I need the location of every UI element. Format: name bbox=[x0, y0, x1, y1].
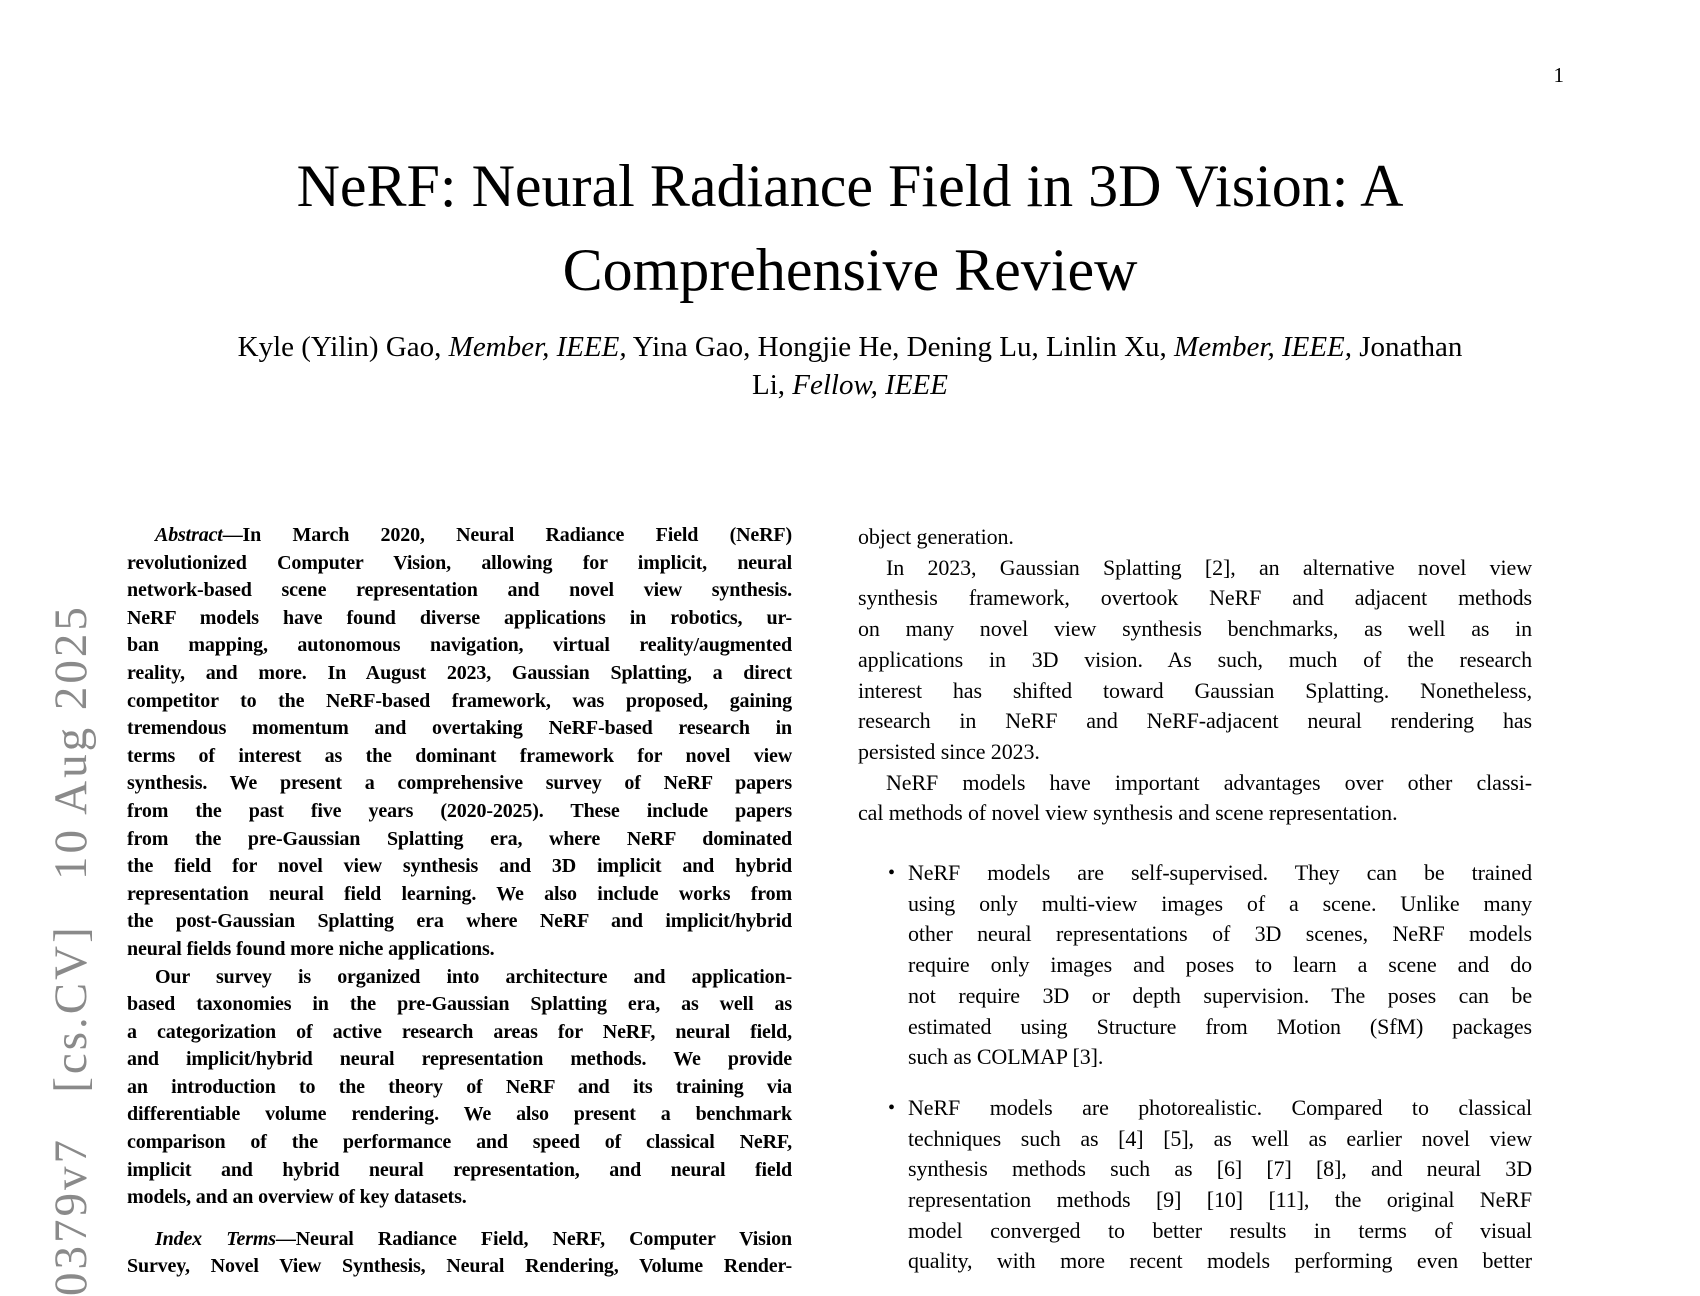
text-line: differentiable volume rendering. We also present a benchmark bbox=[127, 1103, 792, 1126]
text-line: such as COLMAP [3]. bbox=[908, 1044, 1104, 1070]
text-line: representation neural field learning. We also include works from bbox=[127, 882, 792, 905]
text-line: estimated using Structure from Motion (SfM) packages bbox=[908, 1013, 1532, 1039]
member-grade-label: Member, IEEE, bbox=[1174, 331, 1353, 363]
author-text-line bbox=[0, 366, 1700, 404]
text-line: research in NeRF and NeRF-adjacent neural rendering has bbox=[858, 708, 1532, 734]
text-line: interest has shifted toward Gaussian Splatting. Nonetheless, bbox=[858, 677, 1532, 703]
author-name: Yina Gao, Hongjie He, Dening Lu, Linlin Xu, bbox=[626, 331, 1175, 363]
text-line: using only multi-view images of a scene. Unlike many bbox=[908, 890, 1532, 916]
text-line: cal methods of novel view synthesis and scene representation. bbox=[858, 800, 1398, 826]
text-line: techniques such as [4] [5], as well as earlier novel view bbox=[908, 1125, 1532, 1151]
text-line: other neural representations of 3D scenes, NeRF models bbox=[908, 921, 1532, 947]
text-line: NeRF models are self-supervised. They can be trained bbox=[908, 860, 1532, 886]
text-line: object generation. bbox=[858, 524, 1014, 549]
text-line: an introduction to the theory of NeRF and its training via bbox=[127, 1075, 792, 1098]
text-line: terms of interest as the dominant framework for novel view bbox=[127, 744, 792, 767]
author-name: Jonathan bbox=[1352, 331, 1463, 363]
text-line: not require 3D or depth supervision. The poses can be bbox=[908, 982, 1532, 1008]
text-line: models, and an overview of key datasets. bbox=[127, 1186, 467, 1209]
text-line: model converged to better results in terms of visual bbox=[908, 1217, 1532, 1243]
text-line: NeRF models are photorealistic. Compared to classical bbox=[908, 1094, 1532, 1120]
text-line: synthesis framework, overtook NeRF and adjacent methods bbox=[858, 585, 1532, 611]
text-line: network-based scene representation and novel view synthesis. bbox=[127, 579, 792, 602]
text-line: implicit and hybrid neural representation, and neural field bbox=[127, 1158, 792, 1181]
text-line: synthesis. We present a comprehensive survey of NeRF papers bbox=[127, 772, 792, 795]
bullet-icon: • bbox=[888, 862, 895, 885]
text-line: reality, and more. In August 2023, Gaussian Splatting, a direct bbox=[127, 661, 792, 684]
author-line bbox=[0, 328, 1700, 404]
text-line: Survey, Novel View Synthesis, Neural Rendering, Volume Render- bbox=[127, 1255, 792, 1278]
page-number: 1 bbox=[1553, 63, 1564, 87]
text-line: synthesis methods such as [6] [7] [8], and neural 3D bbox=[908, 1156, 1532, 1182]
lead-in-label: Index Terms bbox=[155, 1227, 276, 1250]
author-text-line bbox=[0, 328, 1700, 366]
paragraph bbox=[127, 964, 792, 1212]
member-grade-label: Fellow, IEEE bbox=[792, 369, 948, 401]
paragraph bbox=[858, 553, 1532, 768]
text-line: Our survey is organized into architecture and application- bbox=[155, 965, 792, 988]
text-line: the field for novel view synthesis and 3D implicit and hybrid bbox=[127, 855, 792, 878]
arxiv-watermark: 0379v7 [cs.CV] 10 Aug 2025 bbox=[45, 604, 97, 1296]
list-item bbox=[858, 1093, 1532, 1277]
text-line: representation methods [9] [10] [11], the original NeRF bbox=[908, 1187, 1532, 1213]
text-line: tremendous momentum and overtaking NeRF-based research in bbox=[127, 717, 792, 740]
text-line: Abstract—In March 2020, Neural Radiance Field (NeRF) bbox=[155, 524, 792, 546]
bullet-list bbox=[858, 858, 1532, 1277]
right-column bbox=[858, 522, 1532, 1277]
author-name: Li, bbox=[752, 369, 793, 401]
text-line: from the pre-Gaussian Splatting era, where NeRF dominated bbox=[127, 827, 792, 850]
title-line: Comprehensive Review bbox=[562, 237, 1138, 303]
text-line: neural fields found more niche applications. bbox=[127, 937, 495, 960]
text-line: NeRF models have important advantages over other classi- bbox=[886, 769, 1532, 795]
paper-title bbox=[0, 144, 1700, 312]
lead-in-label: Abstract bbox=[155, 524, 223, 546]
text-line: the post-Gaussian Splatting era where NeRF and implicit/hybrid bbox=[127, 910, 792, 933]
bullet-icon: • bbox=[888, 1096, 895, 1119]
text-line: competitor to the NeRF-based framework, was proposed, gaining bbox=[127, 689, 792, 712]
text-line: based taxonomies in the pre-Gaussian Splatting era, as well as bbox=[127, 993, 792, 1016]
text-line: persisted since 2023. bbox=[858, 738, 1040, 764]
text-line: revolutionized Computer Vision, allowing for implicit, neural bbox=[127, 551, 792, 574]
text-line: from the past five years (2020-2025). These include papers bbox=[127, 799, 792, 822]
text-line: NeRF models have found diverse applications in robotics, ur- bbox=[127, 606, 792, 629]
author-name: Kyle (Yilin) Gao, bbox=[237, 331, 449, 363]
text-line: Index Terms—Neural Radiance Field, NeRF, Computer Vision bbox=[155, 1227, 792, 1250]
member-grade-label: Member, IEEE, bbox=[448, 331, 627, 363]
text-line: applications in 3D vision. As such, much of the research bbox=[858, 646, 1532, 672]
text-line: ban mapping, autonomous navigation, virtual reality/augmented bbox=[127, 634, 792, 657]
text-line: comparison of the performance and speed of classical NeRF, bbox=[127, 1131, 792, 1154]
text-line: on many novel view synthesis benchmarks, as well as in bbox=[858, 616, 1532, 642]
paragraph bbox=[127, 522, 792, 964]
text-line: quality, with more recent models performing even better bbox=[908, 1248, 1532, 1274]
text-line: and implicit/hybrid neural representation methods. We provide bbox=[127, 1048, 792, 1071]
list-item bbox=[858, 858, 1532, 1073]
left-column bbox=[127, 522, 792, 1281]
text-line: In 2023, Gaussian Splatting [2], an alternative novel view bbox=[886, 554, 1532, 580]
text-line: a categorization of active research areas for NeRF, neural field, bbox=[127, 1020, 792, 1043]
paragraph bbox=[858, 768, 1532, 829]
paragraph bbox=[127, 1226, 792, 1281]
text-line: require only images and poses to learn a scene and do bbox=[908, 952, 1532, 978]
title-line: NeRF: Neural Radiance Field in 3D Vision: A bbox=[296, 153, 1404, 219]
paragraph bbox=[858, 522, 1532, 553]
